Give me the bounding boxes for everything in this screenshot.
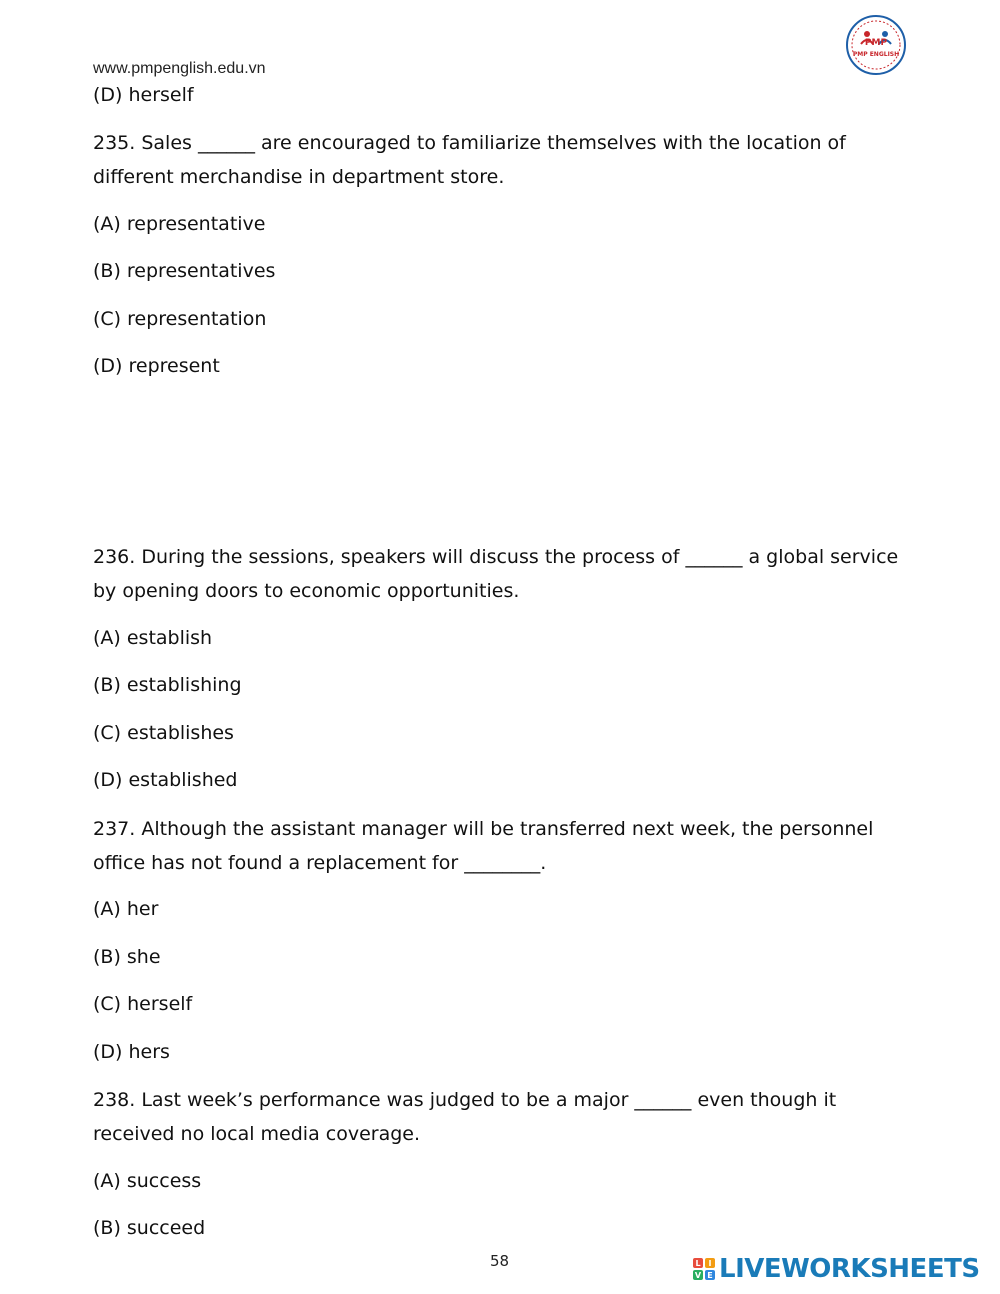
tile-i: I <box>705 1258 715 1268</box>
question-235-option: (B) representatives <box>93 260 276 282</box>
question-237-option: (D) hers <box>93 1041 170 1063</box>
svg-text:PMP: PMP <box>864 38 888 48</box>
question-237-option: (C) herself <box>93 993 193 1015</box>
liveworksheets-tiles-icon <box>693 1258 715 1280</box>
question-235-stem: 235. Sales ______ are encouraged to familiarize themselves with the location of different merchandise in department store. <box>93 132 846 188</box>
question-235-option: (A) representative <box>93 213 266 235</box>
question-235-option: (C) representation <box>93 308 267 330</box>
question-236-option: (C) establishes <box>93 722 234 744</box>
question-237-option: (B) she <box>93 946 161 968</box>
prev-question-option-d: (D) herself <box>93 84 194 106</box>
question-237-option: (A) her <box>93 898 159 920</box>
question-235-option: (D) represent <box>93 355 220 377</box>
question-236-option: (A) establish <box>93 627 213 649</box>
site-url: www.pmpenglish.edu.vn <box>93 60 266 77</box>
svg-text:PMP ENGLISH: PMP ENGLISH <box>852 51 900 58</box>
page-number: 58 <box>490 1252 510 1270</box>
question-238-option: (A) success <box>93 1170 202 1192</box>
question-236-option: (D) established <box>93 769 238 791</box>
liveworksheets-logo[interactable] <box>693 1254 980 1284</box>
question-236-stem: 236. During the sessions, speakers will discuss the process of ______ a global service by opening doors to economic opportunities. <box>93 546 899 602</box>
tile-e: E <box>705 1270 715 1280</box>
liveworksheets-brand-text: LIVEWORKSHEETS <box>719 1254 980 1284</box>
question-238-stem: 238. Last week’s performance was judged to be a major ______ even though it received no local media coverage. <box>93 1089 837 1145</box>
tile-l: L <box>693 1258 703 1268</box>
pmp-english-logo <box>845 14 907 76</box>
question-236-option: (B) establishing <box>93 674 242 696</box>
tile-v: V <box>694 1270 702 1280</box>
question-237-stem: 237. Although the assistant manager will be transferred next week, the personnel office has not found a replacement for ________. <box>93 818 874 874</box>
question-238-option: (B) succeed <box>93 1217 206 1239</box>
